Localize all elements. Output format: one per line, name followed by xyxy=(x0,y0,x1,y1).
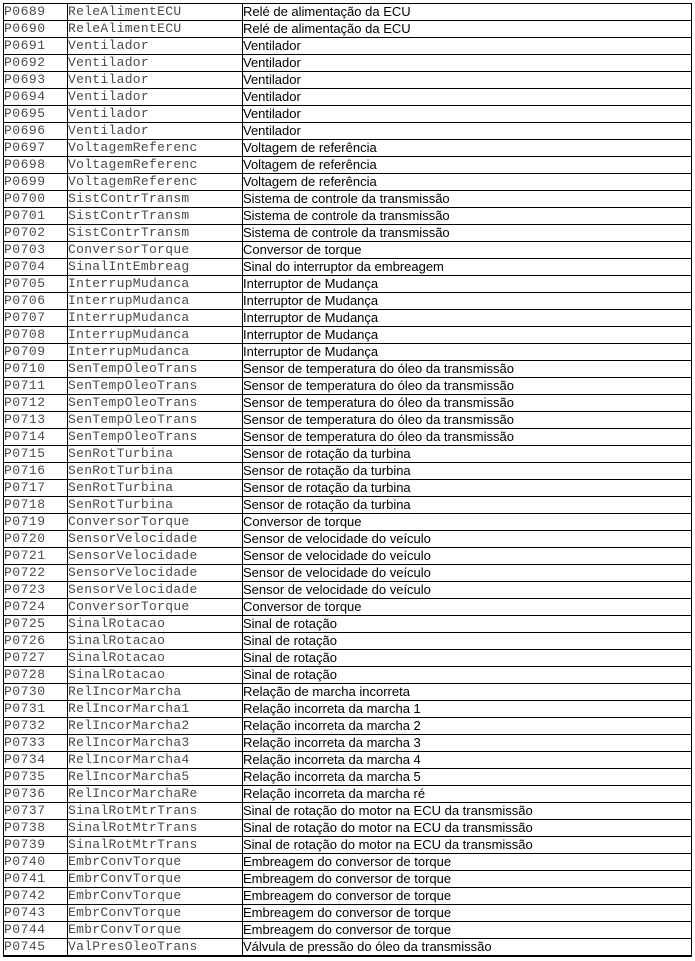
table-row xyxy=(4,208,692,225)
dtc-description-cell: Ventilador xyxy=(243,106,692,123)
dtc-code-cell: P0701 xyxy=(4,208,68,225)
dtc-description-cell: Ventilador xyxy=(243,38,692,55)
dtc-description-cell: Sensor de rotação da turbina xyxy=(243,446,692,463)
dtc-description-cell: Ventilador xyxy=(243,55,692,72)
table-row xyxy=(4,871,692,888)
table-row xyxy=(4,412,692,429)
dtc-description-cell: Embreagem do conversor de torque xyxy=(243,905,692,922)
dtc-code-cell: P0696 xyxy=(4,123,68,140)
dtc-description-cell: Sensor de velocidade do veículo xyxy=(243,531,692,548)
dtc-code-cell: P0712 xyxy=(4,395,68,412)
table-row xyxy=(4,497,692,514)
dtc-code-cell: P0737 xyxy=(4,803,68,820)
dtc-shortname-cell: RelIncorMarcha5 xyxy=(68,769,243,786)
dtc-description-cell: Sinal de rotação xyxy=(243,633,692,650)
dtc-shortname-cell: SenTempOleoTrans xyxy=(68,378,243,395)
dtc-shortname-cell: InterrupMudanca xyxy=(68,293,243,310)
table-row xyxy=(4,820,692,837)
table-row xyxy=(4,752,692,769)
table-row xyxy=(4,599,692,616)
dtc-code-cell: P0692 xyxy=(4,55,68,72)
table-row xyxy=(4,718,692,735)
table-row xyxy=(4,837,692,854)
dtc-code-cell: P0691 xyxy=(4,38,68,55)
table-row xyxy=(4,616,692,633)
dtc-description-cell: Embreagem do conversor de torque xyxy=(243,871,692,888)
dtc-description-cell: Sensor de temperatura do óleo da transmissão xyxy=(243,412,692,429)
dtc-code-cell: P0735 xyxy=(4,769,68,786)
table-row xyxy=(4,378,692,395)
dtc-description-cell: Embreagem do conversor de torque xyxy=(243,922,692,939)
dtc-shortname-cell: EmbrConvTorque xyxy=(68,888,243,905)
dtc-shortname-cell: RelIncorMarcha4 xyxy=(68,752,243,769)
table-row xyxy=(4,395,692,412)
table-row xyxy=(4,684,692,701)
dtc-code-cell: P0734 xyxy=(4,752,68,769)
dtc-code-cell: P0736 xyxy=(4,786,68,803)
dtc-shortname-cell: SensorVelocidade xyxy=(68,565,243,582)
dtc-description-cell: Sinal de rotação do motor na ECU da transmissão xyxy=(243,837,692,854)
dtc-shortname-cell: SistContrTransm xyxy=(68,191,243,208)
dtc-code-cell: P0745 xyxy=(4,939,68,957)
table-row xyxy=(4,242,692,259)
dtc-shortname-cell: SinalIntEmbreag xyxy=(68,259,243,276)
dtc-description-cell: Sinal de rotação do motor na ECU da transmissão xyxy=(243,820,692,837)
dtc-code-cell: P0706 xyxy=(4,293,68,310)
table-row xyxy=(4,939,692,957)
table-row xyxy=(4,769,692,786)
dtc-shortname-cell: ReleAlimentECU xyxy=(68,21,243,38)
dtc-description-cell: Ventilador xyxy=(243,89,692,106)
table-row xyxy=(4,344,692,361)
dtc-shortname-cell: SenRotTurbina xyxy=(68,463,243,480)
dtc-code-cell: P0724 xyxy=(4,599,68,616)
dtc-code-cell: P0733 xyxy=(4,735,68,752)
table-row xyxy=(4,38,692,55)
dtc-description-cell: Sinal de rotação xyxy=(243,650,692,667)
dtc-description-cell: Relação de marcha incorreta xyxy=(243,684,692,701)
dtc-shortname-cell: SenTempOleoTrans xyxy=(68,361,243,378)
dtc-description-cell: Sensor de temperatura do óleo da transmissão xyxy=(243,378,692,395)
table-row xyxy=(4,667,692,684)
dtc-shortname-cell: Ventilador xyxy=(68,123,243,140)
table-row xyxy=(4,565,692,582)
table-row xyxy=(4,701,692,718)
table-row xyxy=(4,140,692,157)
dtc-code-cell: P0739 xyxy=(4,837,68,854)
dtc-shortname-cell: ConversorTorque xyxy=(68,242,243,259)
dtc-code-cell: P0708 xyxy=(4,327,68,344)
table-row xyxy=(4,463,692,480)
dtc-code-cell: P0695 xyxy=(4,106,68,123)
dtc-description-cell: Sensor de velocidade do veículo xyxy=(243,548,692,565)
dtc-code-cell: P0744 xyxy=(4,922,68,939)
table-row xyxy=(4,650,692,667)
dtc-shortname-cell: SensorVelocidade xyxy=(68,582,243,599)
dtc-description-cell: Sistema de controle da transmissão xyxy=(243,208,692,225)
dtc-description-cell: Sinal de rotação xyxy=(243,667,692,684)
dtc-shortname-cell: RelIncorMarcha1 xyxy=(68,701,243,718)
dtc-description-cell: Sensor de temperatura do óleo da transmissão xyxy=(243,361,692,378)
dtc-shortname-cell: EmbrConvTorque xyxy=(68,871,243,888)
table-row xyxy=(4,157,692,174)
dtc-code-cell: P0709 xyxy=(4,344,68,361)
table-row xyxy=(4,259,692,276)
dtc-code-cell: P0699 xyxy=(4,174,68,191)
dtc-description-cell: Interruptor de Mudança xyxy=(243,293,692,310)
dtc-description-cell: Relação incorreta da marcha 5 xyxy=(243,769,692,786)
dtc-code-cell: P0703 xyxy=(4,242,68,259)
table-row xyxy=(4,429,692,446)
dtc-shortname-cell: RelIncorMarcha2 xyxy=(68,718,243,735)
dtc-shortname-cell: Ventilador xyxy=(68,106,243,123)
dtc-code-cell: P0715 xyxy=(4,446,68,463)
dtc-code-cell: P0731 xyxy=(4,701,68,718)
dtc-code-cell: P0716 xyxy=(4,463,68,480)
table-row xyxy=(4,888,692,905)
dtc-shortname-cell: SinalRotacao xyxy=(68,616,243,633)
dtc-code-cell: P0689 xyxy=(4,4,68,21)
table-row xyxy=(4,803,692,820)
table-row xyxy=(4,480,692,497)
dtc-description-cell: Relação incorreta da marcha 4 xyxy=(243,752,692,769)
dtc-shortname-cell: SenTempOleoTrans xyxy=(68,412,243,429)
dtc-description-cell: Sensor de rotação da turbina xyxy=(243,480,692,497)
table-row xyxy=(4,531,692,548)
dtc-shortname-cell: VoltagemReferenc xyxy=(68,157,243,174)
dtc-code-cell: P0700 xyxy=(4,191,68,208)
dtc-description-cell: Relação incorreta da marcha 1 xyxy=(243,701,692,718)
dtc-shortname-cell: SinalRotMtrTrans xyxy=(68,803,243,820)
dtc-description-cell: Sinal de rotação do motor na ECU da transmissão xyxy=(243,803,692,820)
dtc-description-cell: Sensor de rotação da turbina xyxy=(243,463,692,480)
dtc-shortname-cell: SenTempOleoTrans xyxy=(68,395,243,412)
dtc-shortname-cell: Ventilador xyxy=(68,89,243,106)
dtc-shortname-cell: SinalRotacao xyxy=(68,650,243,667)
dtc-description-cell: Válvula de pressão do óleo da transmissão xyxy=(243,939,692,957)
table-row xyxy=(4,4,692,21)
dtc-description-cell: Ventilador xyxy=(243,123,692,140)
dtc-description-cell: Sensor de temperatura do óleo da transmissão xyxy=(243,429,692,446)
dtc-shortname-cell: Ventilador xyxy=(68,55,243,72)
dtc-code-cell: P0743 xyxy=(4,905,68,922)
dtc-code-cell: P0713 xyxy=(4,412,68,429)
dtc-description-cell: Sensor de velocidade do veículo xyxy=(243,582,692,599)
dtc-description-cell: Sensor de velocidade do veículo xyxy=(243,565,692,582)
dtc-code-cell: P0720 xyxy=(4,531,68,548)
dtc-description-cell: Interruptor de Mudança xyxy=(243,276,692,293)
dtc-description-cell: Conversor de torque xyxy=(243,242,692,259)
dtc-code-cell: P0738 xyxy=(4,820,68,837)
dtc-shortname-cell: VoltagemReferenc xyxy=(68,140,243,157)
dtc-description-cell: Voltagem de referência xyxy=(243,157,692,174)
dtc-shortname-cell: SenRotTurbina xyxy=(68,480,243,497)
dtc-shortname-cell: ValPresOleoTrans xyxy=(68,939,243,957)
dtc-code-cell: P0714 xyxy=(4,429,68,446)
dtc-code-cell: P0726 xyxy=(4,633,68,650)
dtc-description-cell: Sistema de controle da transmissão xyxy=(243,191,692,208)
dtc-description-cell: Sinal do interruptor da embreagem xyxy=(243,259,692,276)
dtc-description-cell: Conversor de torque xyxy=(243,599,692,616)
dtc-description-cell: Relé de alimentação da ECU xyxy=(243,21,692,38)
dtc-shortname-cell: SensorVelocidade xyxy=(68,548,243,565)
table-row xyxy=(4,786,692,803)
dtc-code-cell: P0694 xyxy=(4,89,68,106)
dtc-code-cell: P0723 xyxy=(4,582,68,599)
dtc-code-cell: P0721 xyxy=(4,548,68,565)
dtc-description-cell: Sinal de rotação xyxy=(243,616,692,633)
dtc-code-cell: P0741 xyxy=(4,871,68,888)
table-row xyxy=(4,735,692,752)
table-row xyxy=(4,276,692,293)
dtc-description-cell: Interruptor de Mudança xyxy=(243,344,692,361)
dtc-shortname-cell: SistContrTransm xyxy=(68,208,243,225)
dtc-shortname-cell: ConversorTorque xyxy=(68,514,243,531)
table-row xyxy=(4,446,692,463)
dtc-shortname-cell: SenRotTurbina xyxy=(68,497,243,514)
dtc-shortname-cell: ConversorTorque xyxy=(68,599,243,616)
dtc-shortname-cell: RelIncorMarchaRe xyxy=(68,786,243,803)
table-row xyxy=(4,922,692,939)
dtc-shortname-cell: InterrupMudanca xyxy=(68,327,243,344)
dtc-shortname-cell: EmbrConvTorque xyxy=(68,854,243,871)
dtc-shortname-cell: SenTempOleoTrans xyxy=(68,429,243,446)
dtc-code-cell: P0693 xyxy=(4,72,68,89)
dtc-code-cell: P0740 xyxy=(4,854,68,871)
table-row xyxy=(4,327,692,344)
dtc-shortname-cell: SensorVelocidade xyxy=(68,531,243,548)
dtc-description-cell: Relação incorreta da marcha 3 xyxy=(243,735,692,752)
dtc-shortname-cell: SinalRotMtrTrans xyxy=(68,837,243,854)
dtc-description-cell: Embreagem do conversor de torque xyxy=(243,888,692,905)
table-row xyxy=(4,55,692,72)
table-row xyxy=(4,225,692,242)
dtc-code-cell: P0690 xyxy=(4,21,68,38)
table-row xyxy=(4,174,692,191)
dtc-code-cell: P0722 xyxy=(4,565,68,582)
dtc-code-cell: P0697 xyxy=(4,140,68,157)
dtc-table xyxy=(3,3,692,957)
table-row xyxy=(4,89,692,106)
dtc-description-cell: Interruptor de Mudança xyxy=(243,310,692,327)
dtc-shortname-cell: VoltagemReferenc xyxy=(68,174,243,191)
dtc-code-cell: P0718 xyxy=(4,497,68,514)
table-row xyxy=(4,21,692,38)
dtc-shortname-cell: InterrupMudanca xyxy=(68,276,243,293)
table-row xyxy=(4,106,692,123)
dtc-shortname-cell: SistContrTransm xyxy=(68,225,243,242)
dtc-description-cell: Sistema de controle da transmissão xyxy=(243,225,692,242)
dtc-description-cell: Ventilador xyxy=(243,72,692,89)
dtc-shortname-cell: ReleAlimentECU xyxy=(68,4,243,21)
dtc-description-cell: Sensor de rotação da turbina xyxy=(243,497,692,514)
dtc-description-cell: Embreagem do conversor de torque xyxy=(243,854,692,871)
dtc-shortname-cell: InterrupMudanca xyxy=(68,344,243,361)
dtc-shortname-cell: Ventilador xyxy=(68,72,243,89)
table-row xyxy=(4,854,692,871)
dtc-code-cell: P0704 xyxy=(4,259,68,276)
dtc-shortname-cell: Ventilador xyxy=(68,38,243,55)
dtc-code-cell: P0725 xyxy=(4,616,68,633)
dtc-shortname-cell: EmbrConvTorque xyxy=(68,922,243,939)
dtc-shortname-cell: SinalRotacao xyxy=(68,667,243,684)
dtc-code-cell: P0711 xyxy=(4,378,68,395)
dtc-code-cell: P0717 xyxy=(4,480,68,497)
table-row xyxy=(4,123,692,140)
dtc-code-cell: P0710 xyxy=(4,361,68,378)
dtc-shortname-cell: SinalRotacao xyxy=(68,633,243,650)
table-row xyxy=(4,548,692,565)
dtc-code-cell: P0732 xyxy=(4,718,68,735)
dtc-code-cell: P0698 xyxy=(4,157,68,174)
dtc-shortname-cell: InterrupMudanca xyxy=(68,310,243,327)
dtc-code-cell: P0705 xyxy=(4,276,68,293)
dtc-code-cell: P0728 xyxy=(4,667,68,684)
table-row xyxy=(4,905,692,922)
dtc-description-cell: Voltagem de referência xyxy=(243,140,692,157)
dtc-code-cell: P0707 xyxy=(4,310,68,327)
dtc-description-cell: Relação incorreta da marcha 2 xyxy=(243,718,692,735)
dtc-description-cell: Relé de alimentação da ECU xyxy=(243,4,692,21)
dtc-code-cell: P0742 xyxy=(4,888,68,905)
table-row xyxy=(4,293,692,310)
table-row xyxy=(4,310,692,327)
dtc-shortname-cell: RelIncorMarcha3 xyxy=(68,735,243,752)
dtc-table-body xyxy=(4,4,692,957)
table-row xyxy=(4,72,692,89)
table-row xyxy=(4,361,692,378)
dtc-shortname-cell: SenRotTurbina xyxy=(68,446,243,463)
table-row xyxy=(4,191,692,208)
dtc-shortname-cell: RelIncorMarcha xyxy=(68,684,243,701)
dtc-shortname-cell: SinalRotMtrTrans xyxy=(68,820,243,837)
dtc-description-cell: Sensor de temperatura do óleo da transmissão xyxy=(243,395,692,412)
dtc-shortname-cell: EmbrConvTorque xyxy=(68,905,243,922)
table-row xyxy=(4,514,692,531)
dtc-description-cell: Conversor de torque xyxy=(243,514,692,531)
dtc-code-cell: P0727 xyxy=(4,650,68,667)
dtc-description-cell: Voltagem de referência xyxy=(243,174,692,191)
table-row xyxy=(4,633,692,650)
dtc-description-cell: Relação incorreta da marcha ré xyxy=(243,786,692,803)
dtc-description-cell: Interruptor de Mudança xyxy=(243,327,692,344)
dtc-code-cell: P0719 xyxy=(4,514,68,531)
table-row xyxy=(4,582,692,599)
dtc-code-cell: P0702 xyxy=(4,225,68,242)
dtc-code-cell: P0730 xyxy=(4,684,68,701)
